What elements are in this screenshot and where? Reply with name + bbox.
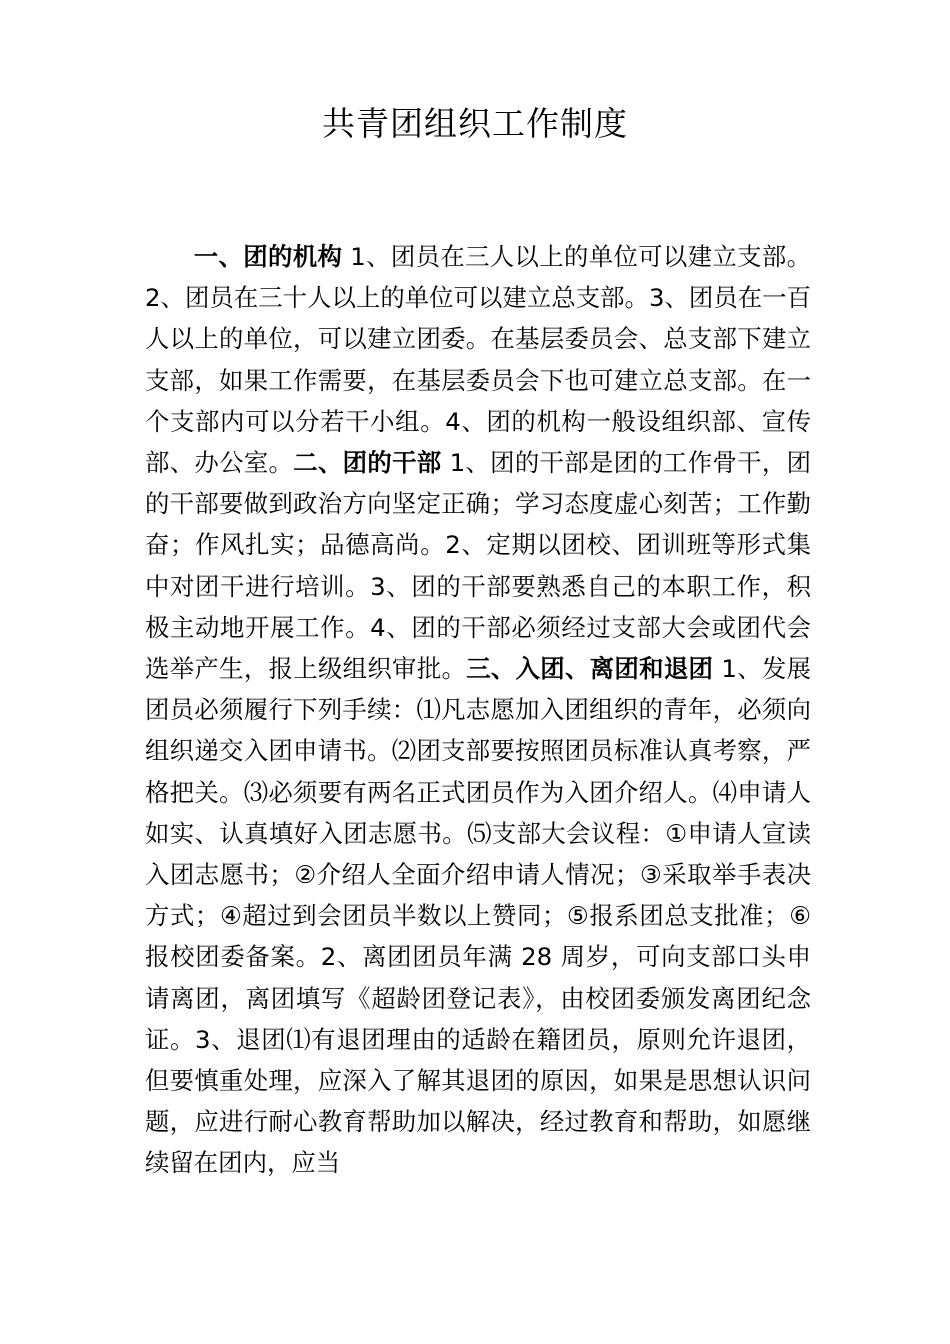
- section-heading-cadres: 二、团的干部: [293, 448, 442, 478]
- document-body: [145, 236, 811, 1184]
- section-text-membership: 1、发展团员必须履行下列手续：⑴凡志愿加入团组织的青年，必须向组织递交入团申请书。⑵团支部要按照团员标准认真考察，严格把关。⑶必须要有两名正式团员作为入团介绍人。⑷申请人如实、认真填好入团志愿书。⑸支部大会议程：①申请人宣读入团志愿书；②介绍人全面介绍申请人情况；③采取举手表决方式；④超过到会团员半数以上赞同；⑤报系团总支批准；⑥报校团委备案。2、离团团员年满 28 周岁，可向支部口头申请离团，离团填写《超龄团登记表》，由校团委颁发离团纪念证。3、退团⑴有退团理由的适龄在籍团员，原则允许退团，但要慎重处理，应深入了解其退团的原因，如果是思想认识问题，应进行耐心教育帮助加以解决，经过教育和帮助，如愿继续留在团内，应当: [145, 654, 811, 1178]
- document-title: 共青团组织工作制度: [322, 104, 628, 143]
- section-text-organization: 1、团员在三人以上的单位可以建立支部。2、团员在三十人以上的单位可以建立总支部。3、团员在一百人以上的单位，可以建立团委。在基层委员会、总支部下建立支部，如果工作需要，在基层委员会下也可建立总支部。在一个支部内可以分若干小组。4、团的机构一般设组织部、宣传部、办公室。: [145, 242, 811, 478]
- section-heading-membership: 三、入团、离团和退团: [466, 654, 714, 684]
- section-text-cadres: 1、团的干部是团的工作骨干，团的干部要做到政治方向坚定正确；学习态度虚心刻苦；工作勤奋；作风扎实；品德高尚。2、定期以团校、团训班等形式集中对团干进行培训。3、团的干部要熟悉自己的本职工作，积极主动地开展工作。4、团的干部必须经过支部大会或团代会选举产生，报上级组织审批。: [145, 448, 811, 684]
- section-heading-organization: 一、团的机构: [193, 242, 343, 271]
